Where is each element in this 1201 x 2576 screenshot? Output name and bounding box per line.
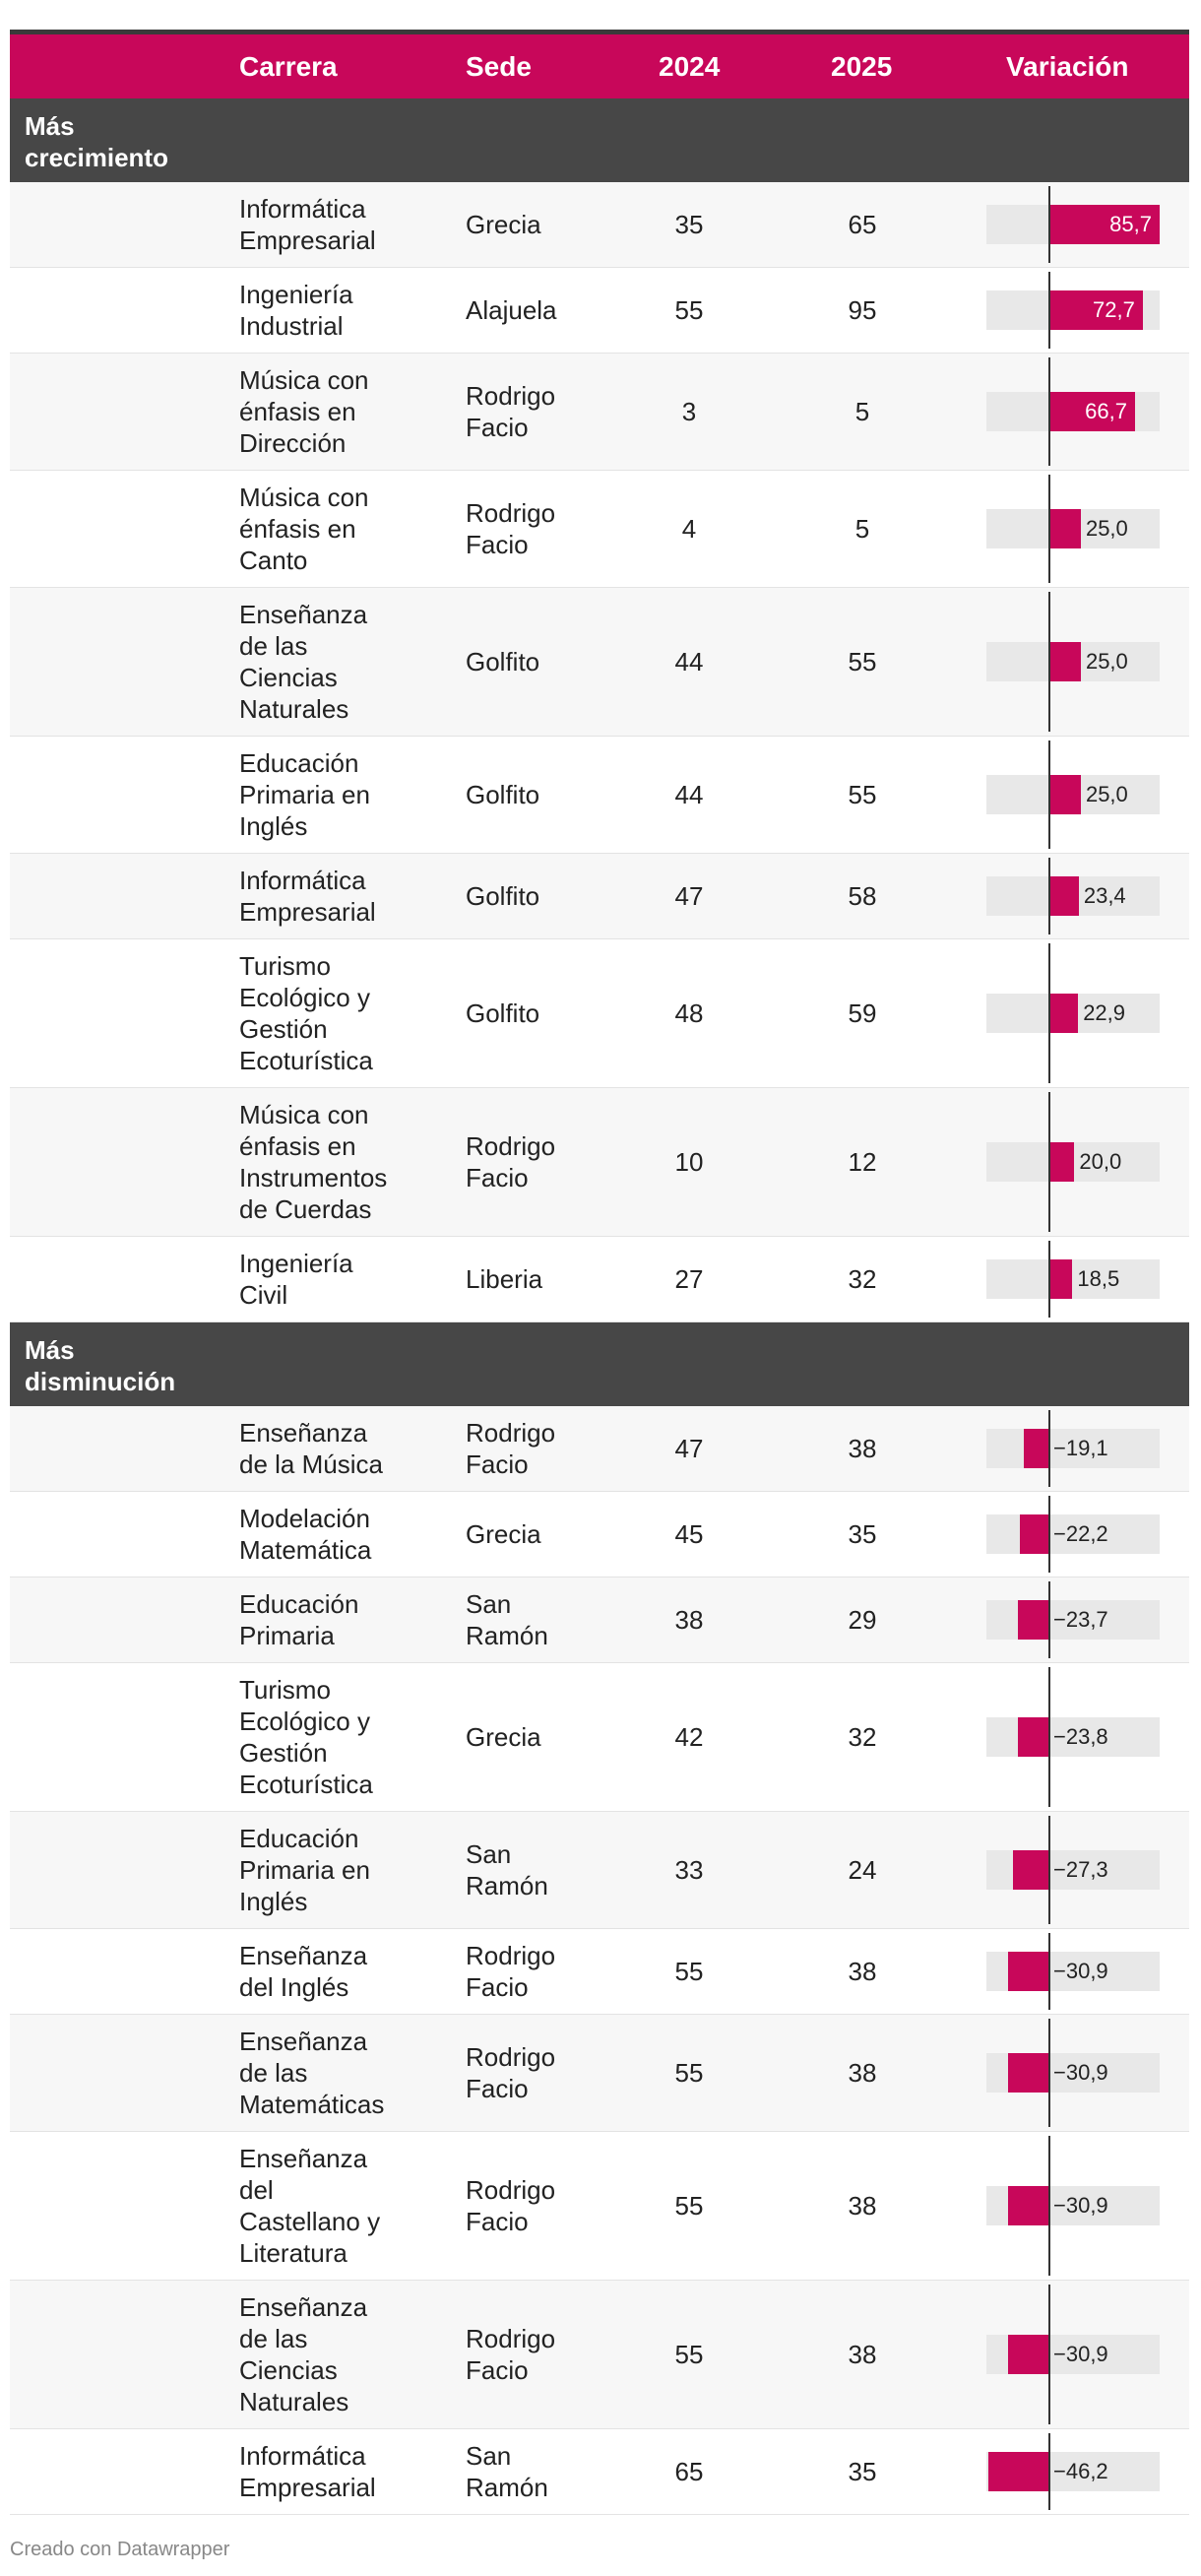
variation-bar xyxy=(1008,2053,1048,2093)
value-2025: 38 xyxy=(848,1434,877,1463)
variation-bar xyxy=(1013,1850,1048,1890)
value-2024: 35 xyxy=(674,210,704,239)
value-2024: 48 xyxy=(674,998,704,1028)
zero-axis xyxy=(1048,272,1050,349)
value-2024-cell xyxy=(640,471,738,587)
carrera-text-cell xyxy=(239,1812,451,1928)
variation-label: 72,7 xyxy=(1093,297,1135,322)
value-2025-cell xyxy=(813,268,912,353)
carrera-text: Ingeniería Industrial xyxy=(239,280,353,341)
carrera-text: Informática Empresarial xyxy=(239,194,376,255)
value-2025-cell xyxy=(813,588,912,736)
footer-credit: Creado con Datawrapper xyxy=(10,2539,230,2560)
carrera-text-cell xyxy=(239,1578,451,1662)
sede-text: Golfito xyxy=(466,647,540,676)
value-2024-cell xyxy=(640,939,738,1087)
value-2025: 29 xyxy=(848,1605,877,1635)
value-2025-cell xyxy=(813,1929,912,2014)
value-2025-cell xyxy=(813,182,912,267)
value-2024: 3 xyxy=(681,397,697,426)
variation-label: 23,4 xyxy=(1083,883,1126,908)
table-header xyxy=(10,34,1189,98)
variation-label: −22,2 xyxy=(1053,1521,1108,1546)
value-2025-cell xyxy=(813,2132,912,2280)
carrera-text: Enseñanza de las Ciencias Naturales xyxy=(239,2292,368,2416)
sede-text: Grecia xyxy=(466,1722,541,1752)
table-row xyxy=(10,737,1189,854)
value-2025-cell xyxy=(813,737,912,853)
value-2024-cell xyxy=(640,1812,738,1928)
variation-bar xyxy=(1018,1717,1048,1757)
variation-cell xyxy=(986,1492,1160,1577)
sede-text-cell xyxy=(466,268,584,353)
carrera-text-cell xyxy=(239,1406,451,1491)
variation-cell xyxy=(986,2132,1160,2280)
carrera-text: Educación Primaria en Inglés xyxy=(239,1824,370,1916)
column-header-2025[interactable]: 2025 xyxy=(831,51,893,82)
variation-cell xyxy=(986,2281,1160,2428)
variation-label: −19,1 xyxy=(1053,1436,1108,1460)
variation-cell xyxy=(986,1812,1160,1928)
variation-cell xyxy=(986,1929,1160,2014)
value-2024: 44 xyxy=(674,780,704,809)
sede-text: Rodrigo Facio xyxy=(466,1941,556,2002)
value-2025: 5 xyxy=(854,397,870,426)
sede-text: Alajuela xyxy=(466,295,557,325)
value-2024: 55 xyxy=(674,2340,704,2369)
variation-cell xyxy=(986,2429,1160,2514)
zero-axis xyxy=(1048,741,1050,849)
variation-cell xyxy=(986,1088,1160,1236)
sede-text: Rodrigo Facio xyxy=(466,2042,556,2103)
zero-axis xyxy=(1048,1241,1050,1318)
variation-label: 20,0 xyxy=(1079,1149,1122,1174)
value-2024: 42 xyxy=(674,1722,704,1752)
variation-label: −30,9 xyxy=(1053,2342,1108,2366)
variation-cell xyxy=(986,182,1160,267)
value-2025: 58 xyxy=(848,881,877,911)
variation-label: −46,2 xyxy=(1053,2459,1108,2483)
value-2025: 59 xyxy=(848,998,877,1028)
zero-axis xyxy=(1048,1816,1050,1924)
variation-bar xyxy=(1020,1514,1048,1554)
value-2025-cell xyxy=(813,939,912,1087)
value-2024-cell xyxy=(640,737,738,853)
table-row xyxy=(10,1237,1189,1322)
sede-text-cell xyxy=(466,1492,584,1577)
value-2025-cell xyxy=(813,2015,912,2131)
variation-cell xyxy=(986,854,1160,938)
carrera-text: Música con énfasis en Instrumentos de Cuerdas xyxy=(239,1100,388,1224)
carrera-text: Educación Primaria en Inglés xyxy=(239,748,370,841)
zero-axis xyxy=(1048,2136,1050,2276)
carrera-text-cell xyxy=(239,1929,451,2014)
group-title: Más disminución xyxy=(25,1335,176,1396)
sede-text: Grecia xyxy=(466,1519,541,1549)
carrera-text: Enseñanza de la Música xyxy=(239,1418,383,1479)
value-2024-cell xyxy=(640,182,738,267)
value-2025: 55 xyxy=(848,780,877,809)
value-2024: 38 xyxy=(674,1605,704,1635)
zero-axis xyxy=(1048,2019,1050,2127)
sede-text-cell xyxy=(466,471,584,587)
variation-bar xyxy=(1048,775,1081,814)
variation-bar xyxy=(1048,1142,1074,1182)
carrera-text: Enseñanza del Inglés xyxy=(239,1941,368,2002)
value-2024: 55 xyxy=(674,1957,704,1986)
value-2024-cell xyxy=(640,2015,738,2131)
carrera-text-cell xyxy=(239,2429,451,2514)
table-row xyxy=(10,1406,1189,1492)
value-2024: 27 xyxy=(674,1264,704,1294)
table-row xyxy=(10,268,1189,354)
sede-text-cell xyxy=(466,1812,584,1928)
value-2024: 44 xyxy=(674,647,704,676)
sede-text-cell xyxy=(466,1406,584,1491)
sede-text-cell xyxy=(466,2015,584,2131)
carrera-text: Turismo Ecológico y Gestión Ecoturística xyxy=(239,1675,373,1799)
zero-axis xyxy=(1048,2433,1050,2510)
variation-bar xyxy=(1024,1429,1048,1468)
value-2025: 55 xyxy=(848,647,877,676)
variation-label: 25,0 xyxy=(1085,649,1128,674)
carrera-text-cell xyxy=(239,2281,451,2428)
sede-text-cell xyxy=(466,854,584,938)
value-2024: 65 xyxy=(674,2457,704,2486)
carrera-text-cell xyxy=(239,471,451,587)
value-2024-cell xyxy=(640,1663,738,1811)
carrera-text: Enseñanza de las Matemáticas xyxy=(239,2027,385,2119)
value-2024: 47 xyxy=(674,881,704,911)
value-2024-cell xyxy=(640,268,738,353)
carrera-text: Ingeniería Civil xyxy=(239,1249,353,1310)
variation-label: −23,8 xyxy=(1053,1724,1108,1749)
carrera-text: Modelación Matemática xyxy=(239,1504,372,1565)
variation-label: −30,9 xyxy=(1053,2060,1108,2085)
table-row xyxy=(10,2132,1189,2281)
variation-cell xyxy=(986,1578,1160,1662)
sede-text-cell xyxy=(466,1929,584,2014)
value-2024-cell xyxy=(640,1088,738,1236)
sede-text: Liberia xyxy=(466,1264,543,1294)
carrera-text-cell xyxy=(239,1492,451,1577)
sede-text-cell xyxy=(466,182,584,267)
sede-text: Golfito xyxy=(466,780,540,809)
value-2025-cell xyxy=(813,1663,912,1811)
zero-axis xyxy=(1048,1410,1050,1487)
zero-axis xyxy=(1048,592,1050,732)
sede-text: Rodrigo Facio xyxy=(466,498,556,559)
sede-text-cell xyxy=(466,1088,584,1236)
carrera-text: Música con énfasis en Dirección xyxy=(239,365,369,458)
value-2024: 10 xyxy=(674,1147,704,1177)
carrera-text: Enseñanza de las Ciencias Naturales xyxy=(239,600,368,724)
variation-cell xyxy=(986,268,1160,353)
carrera-text-cell xyxy=(239,2132,451,2280)
variation-bar xyxy=(1048,994,1078,1033)
table-row xyxy=(10,854,1189,939)
value-2024-cell xyxy=(640,1929,738,2014)
table-row xyxy=(10,939,1189,1088)
value-2024-cell xyxy=(640,1406,738,1491)
variation-cell xyxy=(986,737,1160,853)
column-header-sede[interactable]: Sede xyxy=(466,51,532,82)
table-row xyxy=(10,1492,1189,1578)
variation-cell xyxy=(986,471,1160,587)
value-2025: 32 xyxy=(848,1264,877,1294)
table-row xyxy=(10,1663,1189,1812)
variation-label: −27,3 xyxy=(1053,1857,1108,1882)
variation-track xyxy=(986,1259,1160,1299)
value-2024-cell xyxy=(640,1237,738,1321)
carrera-text-cell xyxy=(239,737,451,853)
value-2025: 12 xyxy=(848,1147,877,1177)
value-2025-cell xyxy=(813,471,912,587)
zero-axis xyxy=(1048,1092,1050,1232)
table-row xyxy=(10,354,1189,471)
sede-text: San Ramón xyxy=(466,1589,548,1650)
variation-label: 22,9 xyxy=(1083,1000,1126,1025)
value-2024-cell xyxy=(640,354,738,470)
value-2024-cell xyxy=(640,1492,738,1577)
variation-bar xyxy=(1018,1600,1048,1640)
value-2025: 5 xyxy=(854,514,870,544)
carrera-text-cell xyxy=(239,1237,451,1321)
sede-text-cell xyxy=(466,2281,584,2428)
carrera-text: Enseñanza del Castellano y Literatura xyxy=(239,2144,381,2268)
sede-text: Rodrigo Facio xyxy=(466,2324,556,2385)
carrera-text-cell xyxy=(239,354,451,470)
sede-text: Rodrigo Facio xyxy=(466,1131,556,1192)
carrera-text-cell xyxy=(239,1088,451,1236)
value-2025: 38 xyxy=(848,2058,877,2088)
variation-cell xyxy=(986,1406,1160,1491)
value-2025: 38 xyxy=(848,2191,877,2221)
variation-cell xyxy=(986,1663,1160,1811)
value-2025: 24 xyxy=(848,1855,877,1885)
column-header-2024[interactable]: 2024 xyxy=(659,51,721,82)
sede-text-cell xyxy=(466,737,584,853)
sede-text-cell xyxy=(466,588,584,736)
table-row xyxy=(10,588,1189,737)
variation-label: −30,9 xyxy=(1053,1959,1108,1983)
variation-bar xyxy=(1048,509,1081,548)
variation-bar xyxy=(1048,1259,1072,1299)
value-2025-cell xyxy=(813,1812,912,1928)
value-2025-cell xyxy=(813,1578,912,1662)
zero-axis xyxy=(1048,943,1050,1083)
value-2025-cell xyxy=(813,354,912,470)
table-row xyxy=(10,2015,1189,2132)
variation-cell xyxy=(986,354,1160,470)
column-header-carrera[interactable]: Carrera xyxy=(239,51,338,82)
zero-axis xyxy=(1048,186,1050,263)
value-2024: 47 xyxy=(674,1434,704,1463)
carrera-text: Informática Empresarial xyxy=(239,866,376,927)
carrera-text: Informática Empresarial xyxy=(239,2441,376,2502)
table-row xyxy=(10,471,1189,588)
value-2024: 33 xyxy=(674,1855,704,1885)
variation-bar xyxy=(1008,2335,1048,2374)
group-title: Más crecimiento xyxy=(25,111,168,172)
sede-text-cell xyxy=(466,2132,584,2280)
group-header xyxy=(10,98,1189,182)
group-header xyxy=(10,1322,1189,1406)
variation-label: 25,0 xyxy=(1085,782,1128,806)
sede-text: Rodrigo Facio xyxy=(466,2175,556,2236)
variation-label: 18,5 xyxy=(1077,1266,1120,1291)
value-2025-cell xyxy=(813,2281,912,2428)
carrera-text-cell xyxy=(239,939,451,1087)
variation-label: 66,7 xyxy=(1085,399,1127,423)
table-row xyxy=(10,182,1189,268)
value-2025: 38 xyxy=(848,1957,877,1986)
sede-text: San Ramón xyxy=(466,1839,548,1900)
value-2025: 32 xyxy=(848,1722,877,1752)
sede-text: Golfito xyxy=(466,881,540,911)
zero-axis xyxy=(1048,1667,1050,1807)
sede-text: Grecia xyxy=(466,210,541,239)
carrera-text-cell xyxy=(239,268,451,353)
sede-text: Rodrigo Facio xyxy=(466,1418,556,1479)
value-2025-cell xyxy=(813,1406,912,1491)
variation-cell xyxy=(986,588,1160,736)
value-2024-cell xyxy=(640,854,738,938)
variation-bar xyxy=(1008,1952,1048,1991)
zero-axis xyxy=(1048,858,1050,934)
sede-text: Golfito xyxy=(466,998,540,1028)
value-2024-cell xyxy=(640,588,738,736)
zero-axis xyxy=(1048,1581,1050,1658)
zero-axis xyxy=(1048,1933,1050,2010)
variation-bar xyxy=(1048,876,1079,916)
carrera-text-cell xyxy=(239,588,451,736)
variation-cell xyxy=(986,2015,1160,2131)
variation-bar xyxy=(988,2452,1048,2491)
value-2025: 35 xyxy=(848,2457,877,2486)
table-row xyxy=(10,1812,1189,1929)
value-2024-cell xyxy=(640,2429,738,2514)
carrera-text-cell xyxy=(239,1663,451,1811)
value-2025: 95 xyxy=(848,295,877,325)
value-2024-cell xyxy=(640,2132,738,2280)
sede-text-cell xyxy=(466,1237,584,1321)
value-2024-cell xyxy=(640,2281,738,2428)
carrera-text-cell xyxy=(239,854,451,938)
carrera-text-cell xyxy=(239,2015,451,2131)
carrera-text: Turismo Ecológico y Gestión Ecoturística xyxy=(239,951,373,1075)
table-body xyxy=(10,98,1189,2515)
variation-label: 85,7 xyxy=(1109,212,1152,236)
zero-axis xyxy=(1048,357,1050,466)
zero-axis xyxy=(1048,2285,1050,2424)
sede-text-cell xyxy=(466,939,584,1087)
value-2024: 45 xyxy=(674,1519,704,1549)
variation-label: 25,0 xyxy=(1085,516,1128,541)
sede-text-cell xyxy=(466,1578,584,1662)
carrera-text-cell xyxy=(239,182,451,267)
table-row xyxy=(10,1929,1189,2015)
table-row xyxy=(10,1578,1189,1663)
variation-cell xyxy=(986,939,1160,1087)
value-2025: 38 xyxy=(848,2340,877,2369)
sede-text: San Ramón xyxy=(466,2441,548,2502)
value-2025-cell xyxy=(813,854,912,938)
value-2025: 35 xyxy=(848,1519,877,1549)
carrera-text: Música con énfasis en Canto xyxy=(239,483,369,575)
value-2024: 55 xyxy=(674,295,704,325)
value-2024: 55 xyxy=(674,2058,704,2088)
value-2025-cell xyxy=(813,1237,912,1321)
value-2025-cell xyxy=(813,1088,912,1236)
sede-text-cell xyxy=(466,354,584,470)
table-row xyxy=(10,1088,1189,1237)
value-2024: 4 xyxy=(681,514,697,544)
variation-label: −23,7 xyxy=(1053,1607,1108,1632)
table-row xyxy=(10,2281,1189,2429)
variation-bar xyxy=(1008,2186,1048,2225)
variation-label: −30,9 xyxy=(1053,2193,1108,2218)
table-row xyxy=(10,2429,1189,2515)
value-2024: 55 xyxy=(674,2191,704,2221)
sede-text-cell xyxy=(466,2429,584,2514)
column-header-variacion[interactable]: Variación xyxy=(1006,51,1129,82)
value-2025-cell xyxy=(813,1492,912,1577)
zero-axis xyxy=(1048,475,1050,583)
carrera-text: Educación Primaria xyxy=(239,1589,359,1650)
variation-bar xyxy=(1048,642,1081,681)
value-2025-cell xyxy=(813,2429,912,2514)
sede-text-cell xyxy=(466,1663,584,1811)
variation-cell xyxy=(986,1237,1160,1321)
value-2025: 65 xyxy=(848,210,877,239)
zero-axis xyxy=(1048,1496,1050,1573)
value-2024-cell xyxy=(640,1578,738,1662)
data-table xyxy=(10,30,1189,2515)
sede-text: Rodrigo Facio xyxy=(466,381,556,442)
